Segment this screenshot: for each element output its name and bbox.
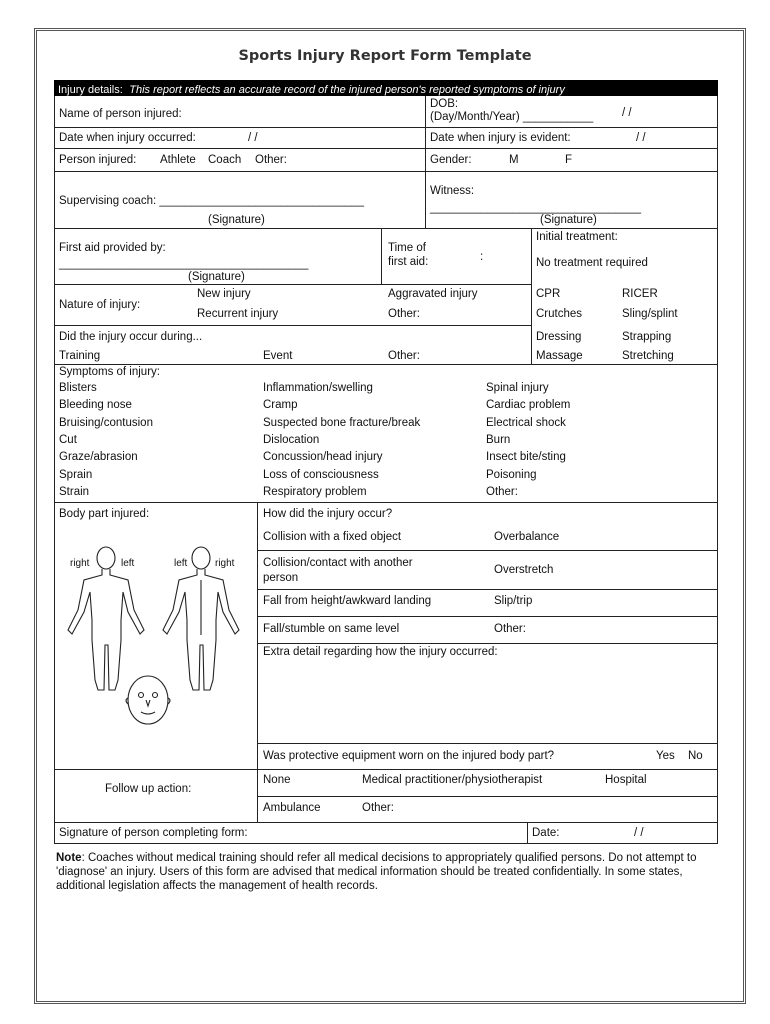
how-other[interactable]: Other: bbox=[494, 623, 526, 635]
symptom-option[interactable]: Insect bite/sting bbox=[486, 451, 566, 464]
name-label: Name of person injured: bbox=[59, 108, 182, 120]
how-slip[interactable]: Slip/trip bbox=[494, 595, 533, 607]
col-line bbox=[717, 96, 718, 843]
treatment-stretching[interactable]: Stretching bbox=[622, 350, 674, 362]
symptom-option[interactable]: Respiratory problem bbox=[263, 485, 367, 498]
how-fall-same[interactable]: Fall/stumble on same level bbox=[263, 623, 400, 635]
body-part-label: Body part injured: bbox=[59, 508, 150, 520]
symptom-option[interactable]: Poisoning bbox=[486, 468, 537, 481]
followup-label: Follow up action: bbox=[105, 783, 192, 795]
row-line bbox=[257, 589, 718, 590]
signature-date-slashes: / / bbox=[634, 827, 644, 839]
initial-treatment-label: Initial treatment: bbox=[536, 231, 618, 243]
protective-yes[interactable]: Yes bbox=[656, 750, 675, 762]
witness-signature-label: (Signature) bbox=[540, 214, 597, 226]
symptom-option[interactable]: Cramp bbox=[263, 399, 298, 412]
symptom-option[interactable]: Bruising/contusion bbox=[59, 416, 153, 429]
time-label-2: first aid: bbox=[388, 256, 429, 268]
dob-slashes: / / bbox=[622, 107, 632, 119]
symptom-option[interactable]: Graze/abrasion bbox=[59, 451, 138, 464]
first-aid-signature-label: (Signature) bbox=[188, 271, 245, 283]
no-treatment-option[interactable]: No treatment required bbox=[536, 257, 648, 269]
during-event[interactable]: Event bbox=[263, 350, 293, 362]
col-line bbox=[425, 96, 426, 228]
option-other[interactable]: Other: bbox=[255, 154, 287, 166]
symptom-option[interactable]: Loss of consciousness bbox=[263, 468, 379, 481]
row-line bbox=[54, 127, 718, 128]
nature-new[interactable]: New injury bbox=[197, 288, 251, 300]
row-line bbox=[54, 171, 718, 172]
first-aid-line[interactable]: _______________________________________ bbox=[59, 258, 309, 270]
symptom-option[interactable]: Suspected bone fracture/break bbox=[263, 416, 421, 429]
row-line bbox=[54, 325, 531, 326]
row-line bbox=[257, 643, 718, 644]
treatment-sling[interactable]: Sling/splint bbox=[622, 308, 678, 320]
col-line bbox=[381, 228, 382, 284]
signature-date-label: Date: bbox=[532, 827, 560, 839]
symptom-option[interactable]: Spinal injury bbox=[486, 382, 549, 394]
front-body-figure bbox=[68, 547, 144, 690]
during-label: Did the injury occur during... bbox=[59, 331, 203, 343]
nature-other[interactable]: Other: bbox=[388, 308, 420, 320]
how-collision-fixed[interactable]: Collision with a fixed object bbox=[263, 531, 402, 543]
header-description: This report reflects an accurate record of the injured person's reported symptoms of injury bbox=[129, 84, 565, 96]
body-diagram[interactable] bbox=[62, 540, 252, 740]
treatment-cpr[interactable]: CPR bbox=[536, 288, 561, 300]
row-line bbox=[257, 550, 718, 551]
symptom-option[interactable]: Concussion/head injury bbox=[263, 451, 383, 464]
option-coach[interactable]: Coach bbox=[208, 154, 242, 166]
symptom-option[interactable]: Blisters bbox=[59, 382, 97, 394]
symptom-option[interactable]: Electrical shock bbox=[486, 416, 566, 429]
treatment-crutches[interactable]: Crutches bbox=[536, 308, 583, 320]
symptom-option[interactable]: Sprain bbox=[59, 468, 93, 481]
followup-other[interactable]: Other: bbox=[362, 802, 394, 814]
date-evident-slashes: / / bbox=[636, 132, 646, 144]
protective-no[interactable]: No bbox=[688, 750, 703, 762]
date-evident-label: Date when injury is evident: bbox=[430, 132, 571, 144]
note-text: : Coaches without medical training should refer all medical decisions to appropriately qualified persons. Do not attempt to 'diagnose' an injury. Users of this form are advised that medical information should be treated confidentially. In some states, additional legislation affects the management of health records. bbox=[56, 852, 697, 892]
row-line bbox=[54, 502, 718, 503]
followup-medical[interactable]: Medical practitioner/physiotherapist bbox=[362, 774, 543, 786]
extra-detail-label: Extra detail regarding how the injury occurred: bbox=[263, 646, 498, 658]
gender-female[interactable]: F bbox=[565, 154, 573, 166]
first-aid-label: First aid provided by: bbox=[59, 242, 166, 254]
back-body-figure bbox=[163, 547, 239, 690]
nature-recurrent[interactable]: Recurrent injury bbox=[197, 308, 279, 320]
option-athlete[interactable]: Athlete bbox=[160, 154, 196, 166]
dob-format: (Day/Month/Year) ___________ bbox=[430, 111, 594, 123]
followup-hospital[interactable]: Hospital bbox=[605, 774, 647, 786]
time-colon: : bbox=[480, 251, 484, 263]
gender-male[interactable]: M bbox=[509, 154, 519, 166]
how-fall-height[interactable]: Fall from height/awkward landing bbox=[263, 595, 432, 607]
person-injured-label: Person injured: bbox=[59, 154, 137, 166]
nature-label: Nature of injury: bbox=[59, 299, 141, 311]
nature-aggravated[interactable]: Aggravated injury bbox=[388, 288, 478, 300]
followup-none[interactable]: None bbox=[263, 774, 291, 786]
row-line bbox=[257, 616, 718, 617]
col-line bbox=[54, 96, 55, 843]
how-collision-person-2: person bbox=[263, 572, 299, 584]
treatment-strapping[interactable]: Strapping bbox=[622, 331, 672, 343]
witness-label: Witness: bbox=[430, 185, 475, 197]
face-figure bbox=[126, 676, 170, 724]
time-label: Time of bbox=[388, 242, 426, 254]
row-line bbox=[54, 284, 531, 285]
symptom-option[interactable]: Cardiac problem bbox=[486, 399, 571, 412]
supervising-coach-label[interactable]: Supervising coach: ________________________________ bbox=[59, 195, 365, 207]
row-line bbox=[54, 769, 718, 770]
injury-details-header bbox=[54, 80, 718, 96]
dob-label: DOB: bbox=[430, 98, 459, 110]
signature-completing-label: Signature of person completing form: bbox=[59, 827, 248, 839]
symptom-option[interactable]: Burn bbox=[486, 433, 511, 446]
date-occurred-slashes: / / bbox=[248, 132, 258, 144]
back-left-label: left bbox=[174, 558, 188, 569]
row-line bbox=[54, 364, 718, 365]
row-line bbox=[54, 843, 718, 844]
treatment-dressing[interactable]: Dressing bbox=[536, 331, 582, 343]
witness-line[interactable]: _________________________________ bbox=[430, 202, 642, 214]
how-label: How did the injury occur? bbox=[263, 508, 393, 520]
back-right-label: right bbox=[215, 558, 235, 569]
symptoms-label: Symptoms of injury: bbox=[59, 366, 160, 378]
symptom-option[interactable]: Bleeding nose bbox=[59, 399, 132, 412]
note-paragraph bbox=[56, 851, 726, 893]
symptom-option[interactable]: Strain bbox=[59, 485, 90, 498]
row-line bbox=[54, 228, 718, 229]
row-line bbox=[54, 822, 718, 823]
note-bold: Note bbox=[56, 852, 82, 864]
coach-signature-label: (Signature) bbox=[208, 214, 265, 226]
symptom-option[interactable]: Dislocation bbox=[263, 433, 320, 446]
how-overstretch[interactable]: Overstretch bbox=[494, 564, 554, 576]
col-line bbox=[531, 228, 532, 364]
gender-label: Gender: bbox=[430, 154, 472, 166]
treatment-ricer[interactable]: RICER bbox=[622, 288, 658, 300]
followup-ambulance[interactable]: Ambulance bbox=[263, 802, 321, 814]
symptom-option[interactable]: Cut bbox=[59, 433, 77, 446]
how-overbalance[interactable]: Overbalance bbox=[494, 531, 560, 543]
how-collision-person[interactable]: Collision/contact with another bbox=[263, 557, 413, 569]
during-other[interactable]: Other: bbox=[388, 350, 420, 362]
treatment-massage[interactable]: Massage bbox=[536, 350, 583, 362]
symptom-option[interactable]: Other: bbox=[486, 485, 518, 498]
front-left-label: left bbox=[121, 558, 135, 569]
protective-equipment-label: Was protective equipment worn on the injured body part? bbox=[263, 750, 555, 762]
row-line bbox=[257, 743, 718, 744]
front-right-label: right bbox=[70, 558, 90, 569]
symptom-option[interactable]: Inflammation/swelling bbox=[263, 382, 373, 394]
during-training[interactable]: Training bbox=[59, 350, 101, 362]
col-line bbox=[257, 502, 258, 822]
header-label: Injury details: bbox=[58, 84, 123, 96]
form-title: Sports Injury Report Form Template bbox=[238, 48, 532, 64]
col-line bbox=[527, 822, 528, 843]
row-line bbox=[54, 148, 718, 149]
row-line bbox=[257, 796, 718, 797]
date-occurred-label: Date when injury occurred: bbox=[59, 132, 196, 144]
